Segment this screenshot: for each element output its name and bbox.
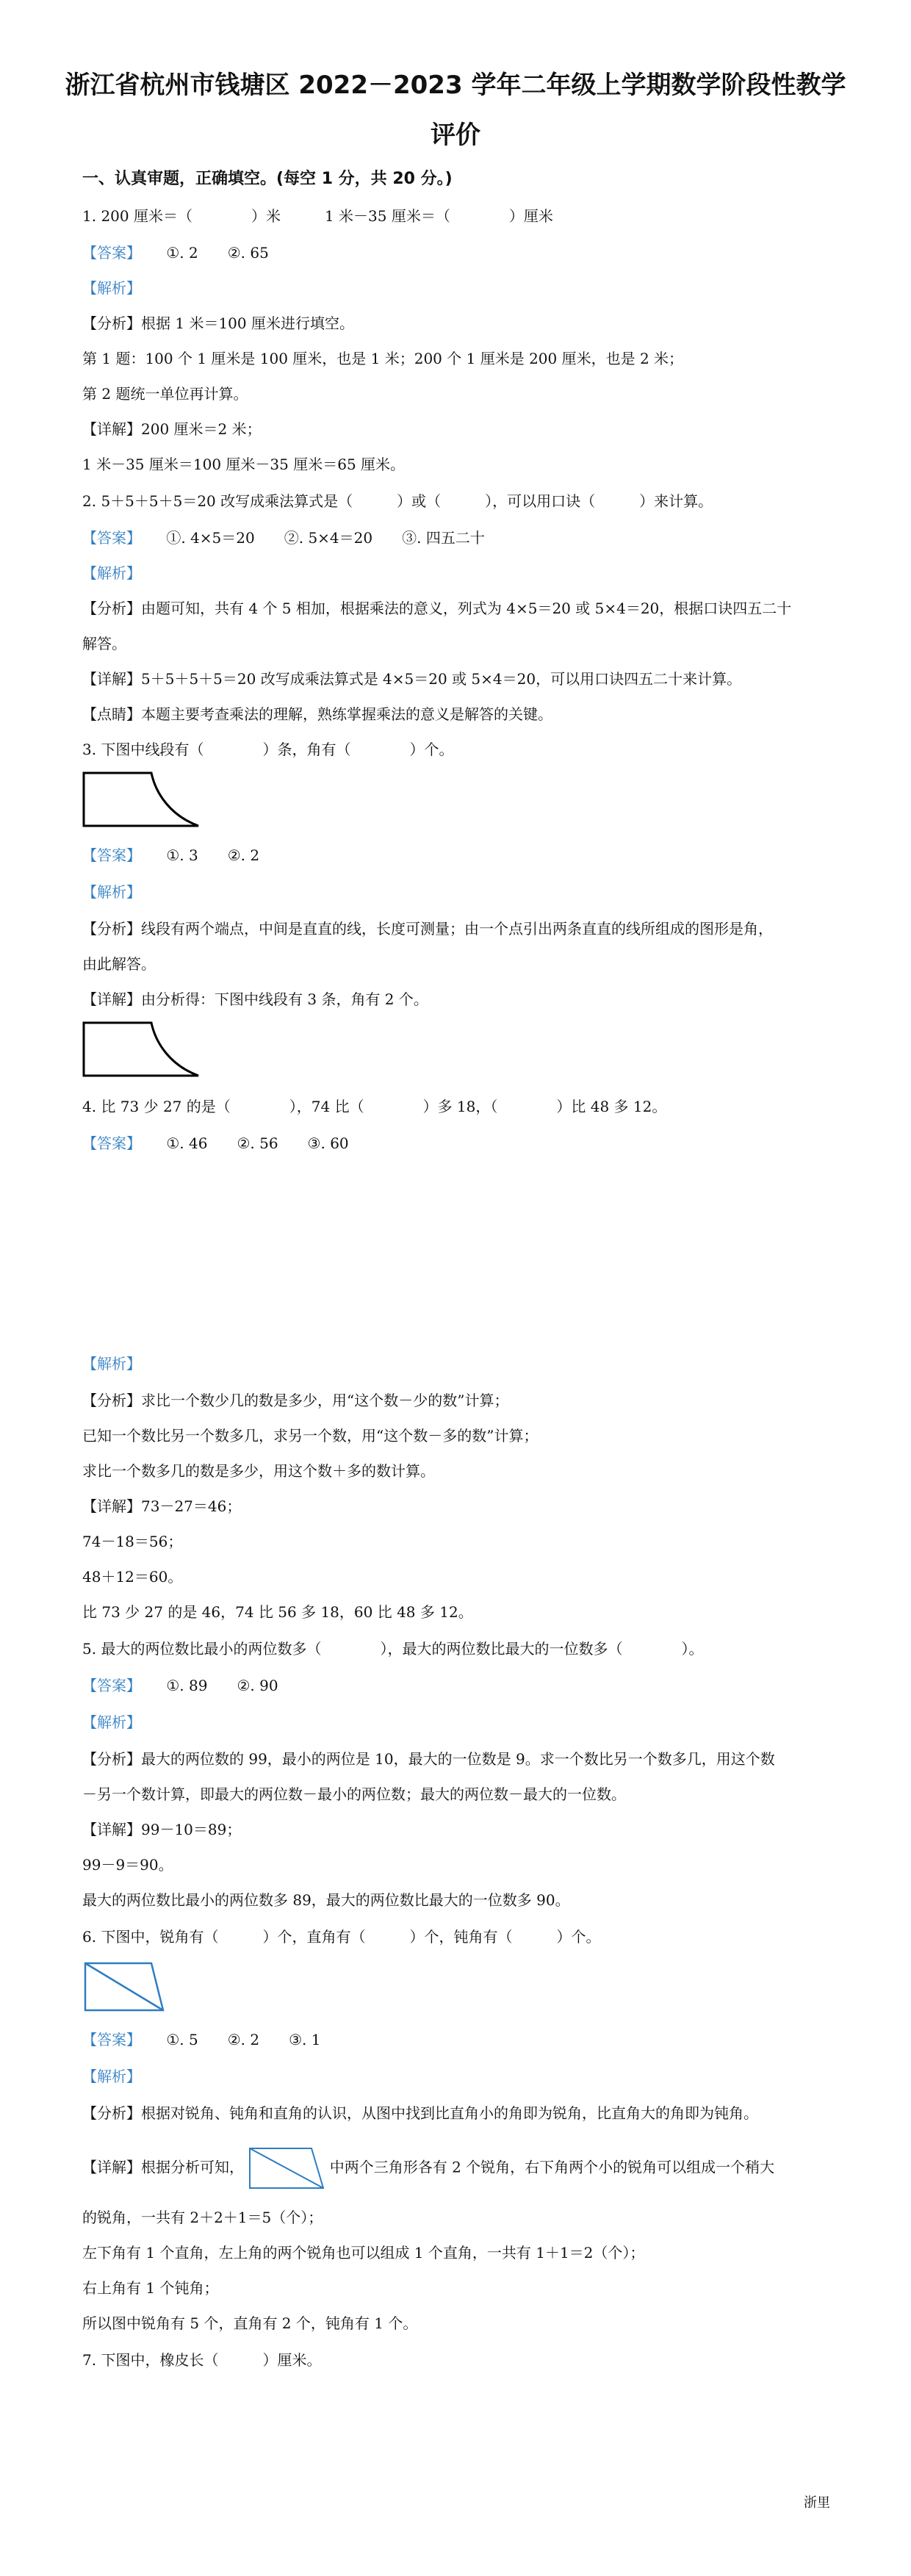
q3-xiangjie: 【详解】由分析得：下图中线段有 3 条，角有 2 个。 <box>82 990 428 1008</box>
q6-answer <box>82 2029 320 2050</box>
q2-jiexi-label: 【解析】 <box>82 564 141 582</box>
q2-answer <box>82 528 485 548</box>
q4-line4: 48＋12＝60。 <box>82 1568 183 1586</box>
q6-answer-text: ①. 5 ②. 2 ③. 1 <box>166 2031 321 2048</box>
q4-line2: 求比一个数多几的数是多少，用这个数＋多的数计算。 <box>82 1462 435 1480</box>
q1-answer-text: ①. 2 ②. 65 <box>166 244 269 262</box>
q6-inline-figure <box>248 2147 325 2190</box>
answer-label: 【答案】 <box>82 1134 141 1152</box>
q7-question: 7. 下图中，橡皮长（ ）厘米。 <box>82 2351 322 2369</box>
q2-fenxi: 【分析】由题可知，共有 4 个 5 相加，根据乘法的意义，列式为 4×5＝20 或 5×4＝20，根据口诀四五二十 <box>82 600 792 617</box>
q3-answer-text: ①. 3 ②. 2 <box>166 846 260 864</box>
q5-jiexi-label: 【解析】 <box>82 1713 141 1731</box>
q1-xiangjie: 【详解】200 厘米＝2 米； <box>82 420 262 438</box>
q3-figure-1 <box>82 771 200 827</box>
q5-line1: 99－9＝90。 <box>82 1856 173 1874</box>
section-heading: 一、认真审题，正确填空。(每空 1 分，共 20 分。) <box>82 170 453 188</box>
q4-line5: 比 73 少 27 的是 46，74 比 56 多 18，60 比 48 多 12。 <box>82 1603 473 1621</box>
q6-line1: 的锐角，一共有 2＋2＋1＝5（个）； <box>82 2209 323 2226</box>
q4-line3: 74－18＝56； <box>82 1533 183 1550</box>
q3-answer <box>82 845 259 866</box>
q6-jiexi-label: 【解析】 <box>82 2068 141 2085</box>
q3-fenxi: 【分析】线段有两个端点，中间是直直的线，长度可测量；由一个点引出两条直直的线所组成的图形是角， <box>82 920 773 938</box>
q4-line1: 已知一个数比另一个数多几，求另一个数，用“这个数－多的数”计算； <box>82 1427 539 1444</box>
q2-answer-text: ①. 4×5＝20 ②. 5×4＝20 ③. 四五二十 <box>166 529 485 547</box>
q2-fenxi2: 解答。 <box>82 635 126 652</box>
page-footer: 浙里 <box>804 2495 830 2511</box>
answer-label: 【答案】 <box>82 529 141 547</box>
q6-xiangjie <box>82 2147 774 2190</box>
q6-figure <box>84 1962 165 2012</box>
q4-fenxi: 【分析】求比一个数少几的数是多少，用“这个数－少的数”计算； <box>82 1392 509 1409</box>
q5-answer <box>82 1675 278 1696</box>
q6-line4: 所以图中锐角有 5 个，直角有 2 个，钝角有 1 个。 <box>82 2314 418 2332</box>
q1-line3: 1 米－35 厘米＝100 厘米－35 厘米＝65 厘米。 <box>82 456 406 473</box>
q2-xiangjie: 【详解】5＋5＋5＋5＝20 改写成乘法算式是 4×5＝20 或 5×4＝20，可以用口诀四五二十来计算。 <box>82 670 742 688</box>
q4-answer-text: ①. 46 ②. 56 ③. 60 <box>166 1134 349 1152</box>
q5-xiangjie: 【详解】99－10＝89； <box>82 1821 242 1838</box>
q1-question: 1. 200 厘米＝（ ）米 1 米－35 厘米＝（ ）厘米 <box>82 207 553 225</box>
q5-fenxi2: －另一个数计算，即最大的两位数－最小的两位数；最大的两位数－最大的一位数。 <box>82 1785 626 1803</box>
q1-fenxi: 【分析】根据 1 米＝100 厘米进行填空。 <box>82 314 354 332</box>
answer-label: 【答案】 <box>82 2031 141 2048</box>
q4-jiexi-label: 【解析】 <box>82 1355 141 1372</box>
q6-question: 6. 下图中，锐角有（ ）个，直角有（ ）个，钝角有（ ）个。 <box>82 1928 601 1946</box>
q6-xiangjie-pre: 【详解】根据分析可知， <box>82 2158 244 2176</box>
q5-fenxi: 【分析】最大的两位数的 99，最小的两位是 10，最大的一位数是 9。求一个数比另一个数多几，用这个数 <box>82 1750 775 1768</box>
answer-label: 【答案】 <box>82 1677 141 1694</box>
answer-label: 【答案】 <box>82 846 141 864</box>
q3-question: 3. 下图中线段有（ ）条，角有（ ）个。 <box>82 741 454 758</box>
q5-question: 5. 最大的两位数比最小的两位数多（ ），最大的两位数比最大的一位数多（ ）。 <box>82 1640 704 1658</box>
q1-answer <box>82 242 269 263</box>
q1-line2: 第 2 题统一单位再计算。 <box>82 385 248 403</box>
q5-answer-text: ①. 89 ②. 90 <box>166 1677 278 1694</box>
q3-fenxi2: 由此解答。 <box>82 955 156 973</box>
q6-xiangjie-post: 中两个三角形各有 2 个锐角，右下角两个小的锐角可以组成一个稍大 <box>329 2158 775 2176</box>
q3-figure-2 <box>82 1021 200 1077</box>
q4-question: 4. 比 73 少 27 的是（ ），74 比（ ）多 18，（ ）比 48 多 12。 <box>82 1098 667 1115</box>
q2-dianjing: 【点睛】本题主要考查乘法的理解，熟练掌握乘法的意义是解答的关键。 <box>82 705 552 723</box>
q4-xiangjie: 【详解】73－27＝46； <box>82 1497 242 1515</box>
q1-jiexi-label: 【解析】 <box>82 279 141 297</box>
q4-answer <box>82 1133 349 1154</box>
q6-line2: 左下角有 1 个直角，左上角的两个锐角也可以组成 1 个直角，一共有 1＋1＝2（个）； <box>82 2244 645 2262</box>
q3-jiexi-label: 【解析】 <box>82 883 141 901</box>
page-title-line1: 浙江省杭州市钱塘区 2022－2023 学年二年级上学期数学阶段性教学 <box>65 71 846 100</box>
q5-line2: 最大的两位数比最小的两位数多 89，最大的两位数比最大的一位数多 90。 <box>82 1891 570 1909</box>
page-title-line2: 评价 <box>431 120 480 150</box>
q6-fenxi: 【分析】根据对锐角、钝角和直角的认识，从图中找到比直角小的角即为锐角，比直角大的角即为钝角。 <box>82 2104 758 2122</box>
q1-line1: 第 1 题：100 个 1 厘米是 100 厘米，也是 1 米；200 个 1 厘米是 200 厘米，也是 2 米； <box>82 350 684 367</box>
q2-question: 2. 5＋5＋5＋5＝20 改写成乘法算式是（ ）或（ ），可以用口诀（ ）来计算。 <box>82 492 713 510</box>
answer-label: 【答案】 <box>82 244 141 262</box>
q6-line3: 右上角有 1 个钝角； <box>82 2279 219 2297</box>
